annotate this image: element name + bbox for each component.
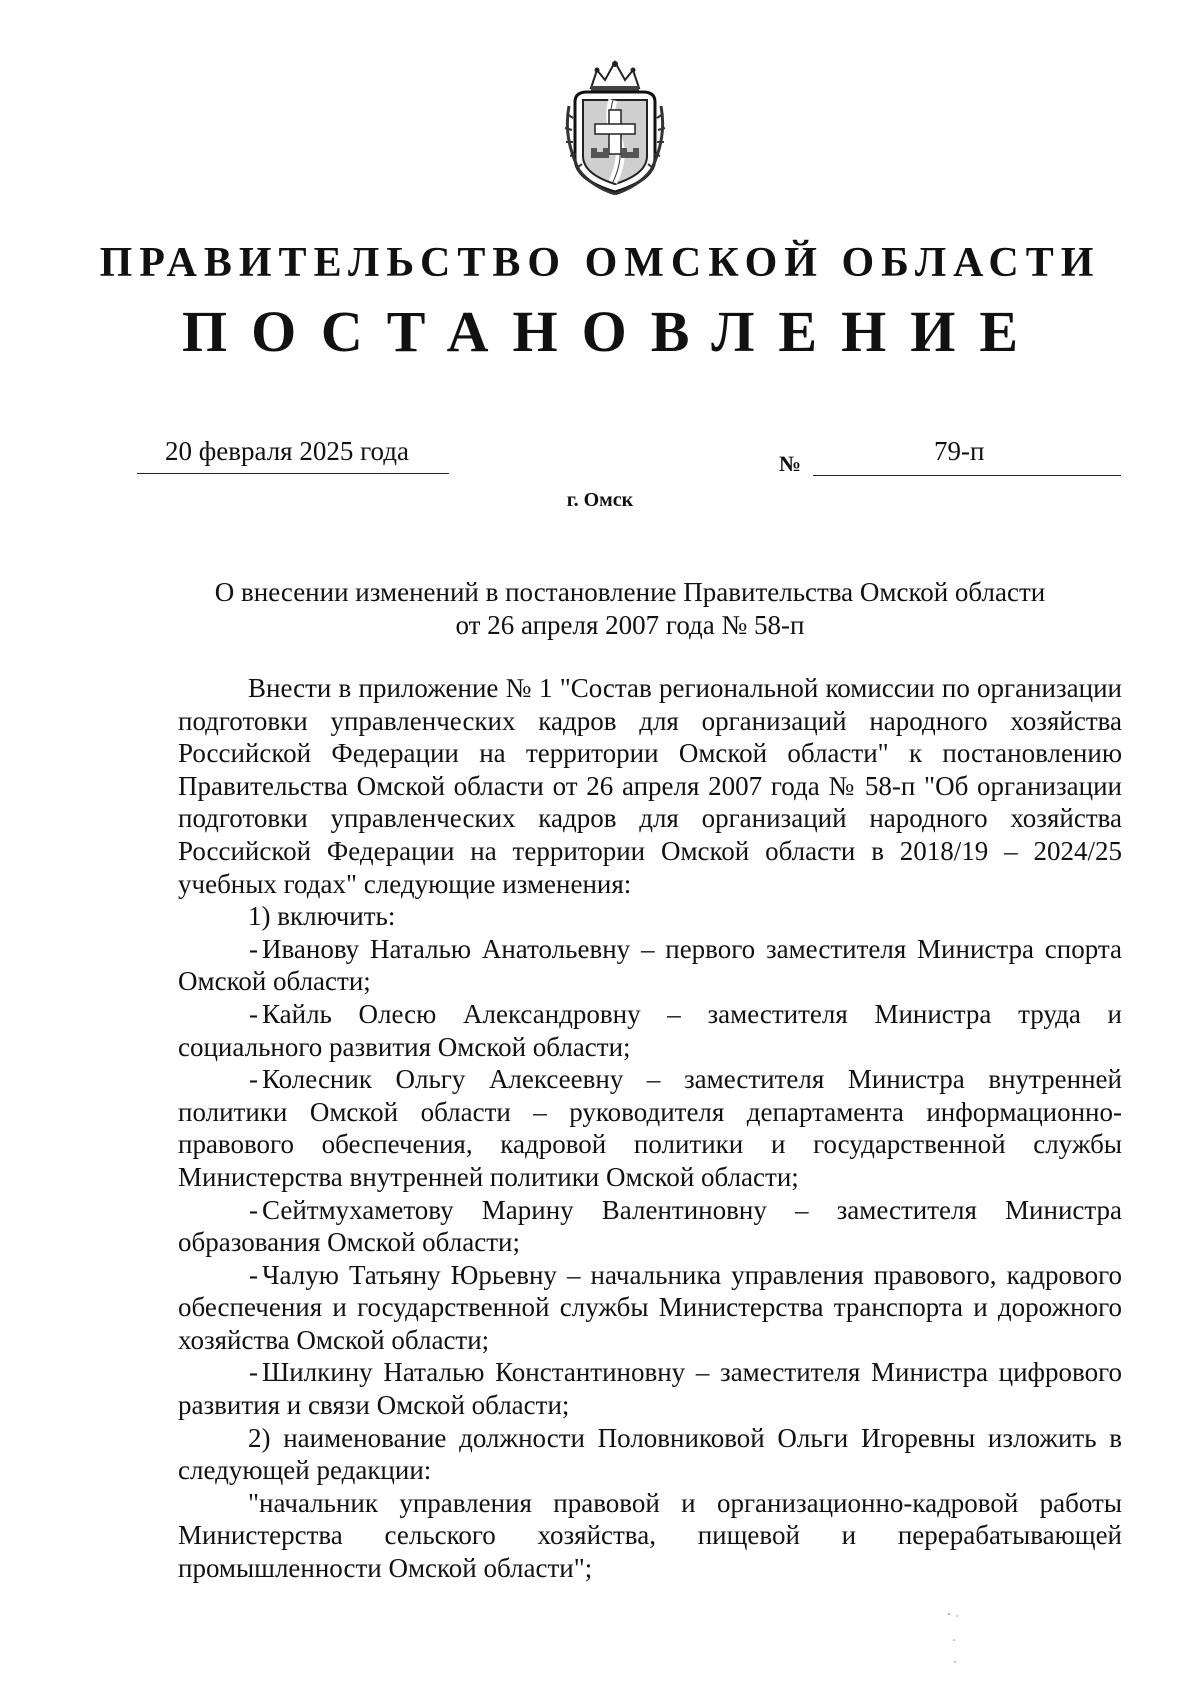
document-body	[178, 672, 1122, 1585]
list-item-text: Чалую Татьяну Юрьевну – начальника управления правового, кадрового обеспечения и государственной службы Министерства транспорта и дорожного хозяйства Омской области;	[178, 1259, 1122, 1355]
item-dash: -	[249, 1357, 258, 1388]
item-dash: -	[249, 933, 258, 964]
list-item-text: Шилкину Наталью Константиновну – заместителя Министра цифрового развития и связи Омской области;	[178, 1357, 1122, 1421]
government-title: ПРАВИТЕЛЬСТВО ОМСКОЙ ОБЛАСТИ	[99, 240, 1101, 286]
number-field	[813, 433, 1121, 476]
document-date: 20 февраля 2025 года	[165, 436, 409, 466]
point-2-paragraph: 2) наименование должности Половниковой Ольги Игоревны изложить в следующей редакции:	[178, 1422, 1122, 1486]
document-subject	[170, 576, 1090, 642]
list-item-text: Колесник Ольгу Алексеевну – заместителя Министра внутренней политики Омской области – руководителя департамента информационно-правового обеспечения, кадровой политики и государственной службы Министерства внутренней политики Омской области;	[178, 1064, 1122, 1192]
intro-paragraph: Внести в приложение № 1 "Состав региональной комиссии по организации подготовки управленческих кадров для организаций народного хозяйства Российской Федерации на территории Омской области" к постановлению Правительства Омской области от 26 апреля 2007 года № 58-п "Об организации подготовки управленческих кадров для организаций народного хозяйства Российской Федерации на территории Омской области в 2018/19 – 2024/25 учебных годах" следующие изменения:	[178, 673, 1122, 899]
list-item	[178, 1356, 1122, 1421]
list-item-text: Иванову Наталью Анатольевну – первого заместителя Министра спорта Омской области;	[178, 933, 1122, 997]
item-dash: -	[249, 998, 258, 1029]
number-label: №	[779, 451, 802, 476]
subject-line-1: О внесении изменений в постановление Правительства Омской области	[214, 577, 1046, 607]
point-1-heading: 1) включить:	[248, 901, 396, 932]
list-item	[178, 933, 1122, 998]
omsk-coat-of-arms-emblem	[561, 58, 669, 196]
document-type-title: ПОСТАНОВЛЕНИЕ	[181, 299, 1043, 364]
item-dash: -	[249, 1064, 258, 1095]
item-dash: -	[249, 1194, 258, 1225]
scan-speckles	[945, 1610, 965, 1670]
list-item	[178, 1259, 1122, 1357]
city-name: г. Омск	[566, 489, 634, 511]
list-item-text: Кайль Олесю Александровну – заместителя Министра труда и социального развития Омской области;	[178, 998, 1122, 1062]
list-item	[178, 1194, 1122, 1259]
date-field	[137, 433, 449, 474]
list-item	[178, 1063, 1122, 1193]
quoted-position-title: "начальник управления правовой и организационно-кадровой работы Министерства сельского хозяйства, пищевой и перерабатывающей промышленности Омской области";	[178, 1487, 1122, 1584]
document-number: 79-п	[934, 436, 985, 466]
list-item-text: Сейтмухаметову Марину Валентиновну – заместителя Министра образования Омской области;	[178, 1194, 1122, 1258]
list-item	[178, 998, 1122, 1063]
subject-line-2: от 26 апреля 2007 года № 58-п	[455, 610, 805, 640]
item-dash: -	[249, 1259, 258, 1290]
